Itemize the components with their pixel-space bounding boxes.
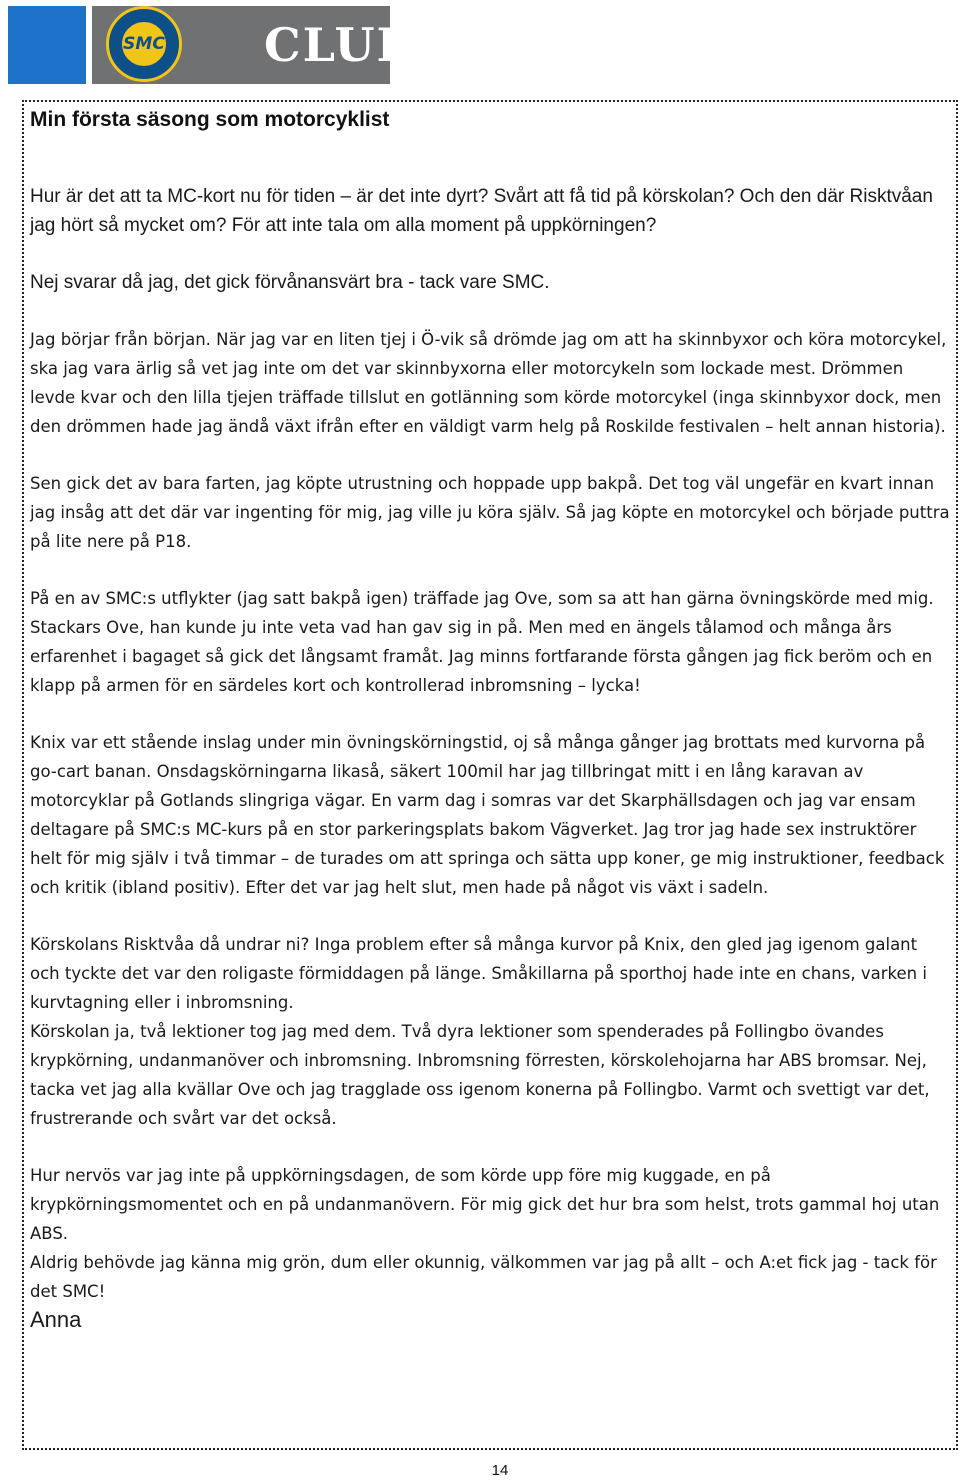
page-number: 14 (491, 1462, 509, 1479)
paragraph-8: Körskolan ja, två lektioner tog jag med dem. Två dyra lektioner som spenderades på Follingbo övandes krypkörning, undanmanöver och inbromsning. Inbromsning förresten, körskolehojarna har ABS bromsar. Nej, tacka vet jag alla kvällar Ove och jag tragglade oss igenom konerna på Follingbo. Varmt och svettigt var det, frustrerande och svårt var det också. (30, 1022, 930, 1128)
paragraph-1: Hur är det att ta MC-kort nu för tiden – är det inte dyrt? Svårt att få tid på körskolan? Och den där Risktvåan jag hört så mycket om? För att inte tala om alla moment på uppkörningen? (30, 186, 933, 236)
club-banner (92, 6, 418, 84)
article-title: Min första säsong som motorcyklist (30, 108, 390, 131)
blue-color-block (8, 6, 86, 84)
article-body (30, 182, 950, 1334)
page-header (0, 0, 960, 92)
paragraph-4: Sen gick det av bara farten, jag köpte utrustning och hoppade upp bakpå. Det tog väl ungefär en kvart innan jag insåg att det där var ingenting för mig, jag ville ju köra själv. Så jag köpte en motorcykel och började puttra på lite nere på P18. (30, 474, 950, 551)
smc-logo-text: SMC (119, 19, 169, 69)
smc-logo (106, 6, 182, 82)
paragraph-6: Knix var ett stående inslag under min övningskörningstid, oj så många gånger jag brottats med kurvorna på go-cart banan. Onsdagskörningarna likaså, säkert 100mil har jag tillbringat mitt i en lång karavan av motorcyklar på Gotlands slingriga vägar. En varm dag i somras var det Skarphällsdagen och jag var ensam deltagare på SMC:s MC-kurs på en stor parkeringsplats bakom Vägverket. Jag tror jag hade sex instruktörer helt för mig själv i två timmar – de turades om att springa och sätta upp koner, ge mig instruktioner, feedback och kritik (ibland positiv). Efter det var jag helt slut, men hade på något vis växt i sadeln. (30, 733, 945, 897)
club-label: CLUB (264, 18, 418, 72)
paragraph-10: Aldrig behövde jag känna mig grön, dum eller okunnig, välkommen var jag på allt – och A:et fick jag - tack för det SMC! (30, 1253, 937, 1301)
paragraph-9: Hur nervös var jag inte på uppkörningsdagen, de som körde upp före mig kuggade, en på krypkörningsmomentet och en på undanmanövern. För mig gick det hur bra som helst, trots gammal hoj utan ABS. (30, 1166, 940, 1243)
paragraph-3: Jag börjar från början. När jag var en liten tjej i Ö-vik så drömde jag om att ha skinnbyxor och köra motorcykel, ska jag vara ärlig så vet jag inte om det var skinnbyxorna eller motorcykeln som lockade mest. Drömmen levde kvar och den lilla tjejen träffade tillslut en gotlänning som körde motorcykel (inga skinnbyxor dock, men den drömmen hade jag ändå växt ifrån efter en väldigt varm helg på Roskilde festivalen – helt annan historia). (30, 330, 947, 436)
author-signature: Anna (30, 1307, 82, 1332)
paragraph-5: På en av SMC:s utflykter (jag satt bakpå igen) träffade jag Ove, som sa att han gärna övningskörde med mig. Stackars Ove, han kunde ju inte veta vad han gav sig in på. Men med en ängels tålamod och många års erfarenhet i bagaget så gick det långsamt framåt. Jag minns fortfarande första gången jag fick beröm och en klapp på armen för en särdeles kort och kontrollerad inbromsning – lycka! (30, 589, 934, 695)
paragraph-7: Körskolans Risktvåa då undrar ni? Inga problem efter så många kurvor på Knix, den gled jag igenom galant och tyckte det var den roligaste förmiddagen på länge. Småkillarna på sporthoj hade inte en chans, varken i kurvtagning eller i inbromsning. (30, 935, 927, 1012)
paragraph-2: Nej svarar då jag, det gick förvånansvärt bra - tack vare SMC. (30, 272, 550, 293)
